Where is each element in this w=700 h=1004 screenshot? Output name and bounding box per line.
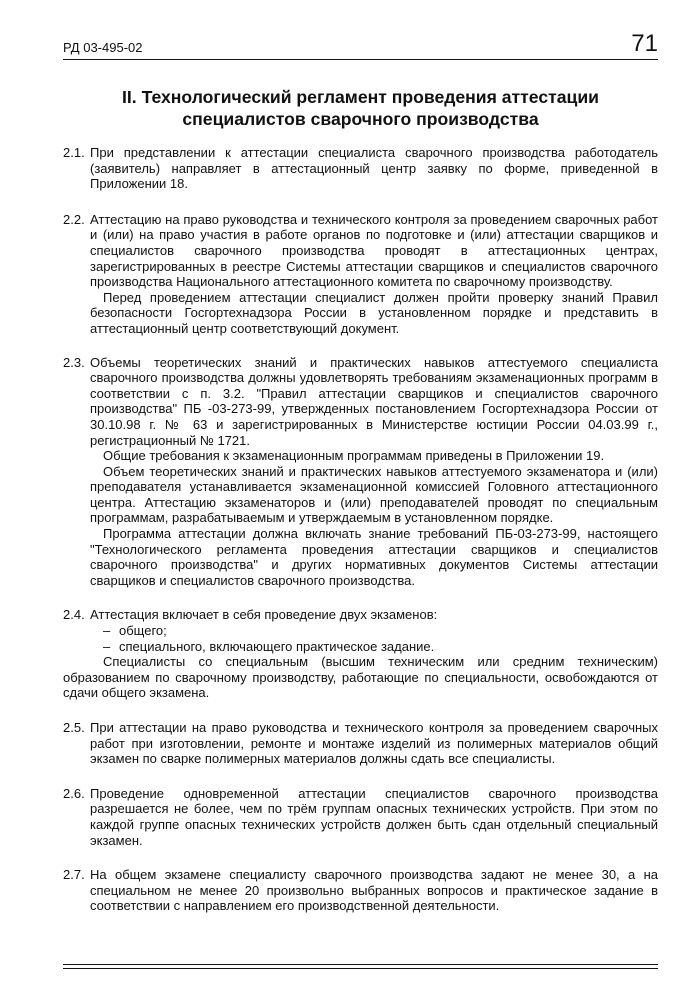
document-code: РД 03-495-02	[63, 40, 143, 55]
list-item: – специального, включающего практическое задание.	[103, 638, 435, 654]
document-body	[63, 145, 658, 914]
clause-paragraph: Общие требования к экзаменационным программам приведены в Приложении 19.	[103, 448, 605, 464]
section-title-line-2: специалистов сварочного производства	[182, 109, 539, 129]
clause-paragraph: Объемы теоретических знаний и практических навыков аттестуемого специалиста сварочного производства должны удовлетворять требованиям экзаменационных программ в соответствии с п. 3.2. "Правил аттестации сварщиков и специалистов сварочного производства" ПБ -03-273-99, утвержденных постановлением Госгортехнадзора России от 30.10.98 г. № 63 и зарегистрированных в Министерстве юстиции России 04.03.99 г., регистрационный № 1721.	[90, 354, 658, 448]
clause-paragraph: Специалисты со специальным (высшим техническим или средним техническим) образованием по сварочному производству, работающие по специальности, освобождаются от сдачи общего экзамена.	[63, 654, 658, 701]
clause-number: 2.1.	[63, 145, 85, 160]
clause-lead: Аттестация включает в себя проведение двух экзаменов:	[90, 607, 438, 623]
clause-2-5	[63, 720, 658, 767]
clause-paragraph: Аттестацию на право руководства и технического контроля за проведением сварочных работ и (или) на право участия в работе органов по подготовке и (или) аттестации сварщиков и специалистов сварочного производства проводят в аттестационных центрах, зарегистрированных в реестре Системы аттестации сварщиков и специалистов сварочного производства Национального аттестационного комитета по сварочному производству.	[90, 211, 658, 290]
clause-paragraph: Объем теоретических знаний и практических навыков аттестуемого экзаменатора и (или) преподавателя устанавливается экзаменационной комиссией Головного аттестационного центра. Аттестацию экзаменаторов и (или) преподавателей проводят по специальным программам, разрабатываемым и утверждаемым в установленном порядке.	[90, 463, 658, 526]
clause-2-6	[63, 786, 658, 848]
clause-number: 2.5.	[63, 720, 85, 735]
clause-2-3	[63, 355, 658, 589]
page-number: 71	[631, 30, 658, 57]
footer-double-rule	[63, 964, 658, 969]
clause-number: 2.6.	[63, 785, 85, 801]
section-title-line-1: II. Технологический регламент проведения аттестации	[122, 87, 599, 107]
page-header	[63, 30, 658, 60]
header-rule	[63, 59, 658, 60]
clause-number: 2.4.	[63, 607, 85, 623]
clause-paragraph: Перед проведением аттестации специалист должен пройти проверку знаний Правил безопасности Госгортехнадзора России в установленном порядке и представить в аттестационный центр соответствующий документ.	[90, 289, 658, 336]
clause-paragraph: Программа аттестации должна включать знание требований ПБ-03-273-99, настоящего "Технологического регламента проведения аттестации сварщиков и специалистов сварочного производства" и других нормативных документов Системы аттестации сварщиков и специалистов сварочного производства.	[90, 526, 658, 588]
clause-2-1	[63, 145, 658, 192]
clause-number: 2.7.	[63, 867, 85, 883]
clause-paragraph: При аттестации на право руководства и технического контроля за проведением сварочных работ при изготовлении, ремонте и монтаже изделий из полимерных материалов общий экзамен по сварке полимерных материалов должны сдать все специалисты.	[90, 720, 658, 767]
section-title	[63, 86, 658, 130]
clause-number: 2.2.	[63, 211, 85, 227]
clause-paragraph: При представлении к аттестации специалиста сварочного производства работодатель (заявитель) направляет в аттестационный центр заявку по форме, приведенной в Приложении 18.	[90, 145, 658, 192]
clause-paragraph: На общем экзамене специалисту сварочного производства задают не менее 30, а на специальном не менее 20 произвольно выбранных вопросов и практическое задание в соответствии с направлением его производственной деятельности.	[90, 867, 658, 914]
list-item: – общего;	[103, 623, 167, 639]
clause-number: 2.3.	[63, 354, 85, 370]
clause-2-2	[63, 212, 658, 337]
clause-2-7	[63, 867, 658, 914]
clause-2-4	[63, 607, 658, 654]
clause-paragraph: Проведение одновременной аттестации специалистов сварочного производства разрешается не более, чем по трём группам опасных технических устройств. При этом по каждой группе опасных технических устройств должен быть сдан отдельный специальный экзамен.	[90, 785, 658, 848]
